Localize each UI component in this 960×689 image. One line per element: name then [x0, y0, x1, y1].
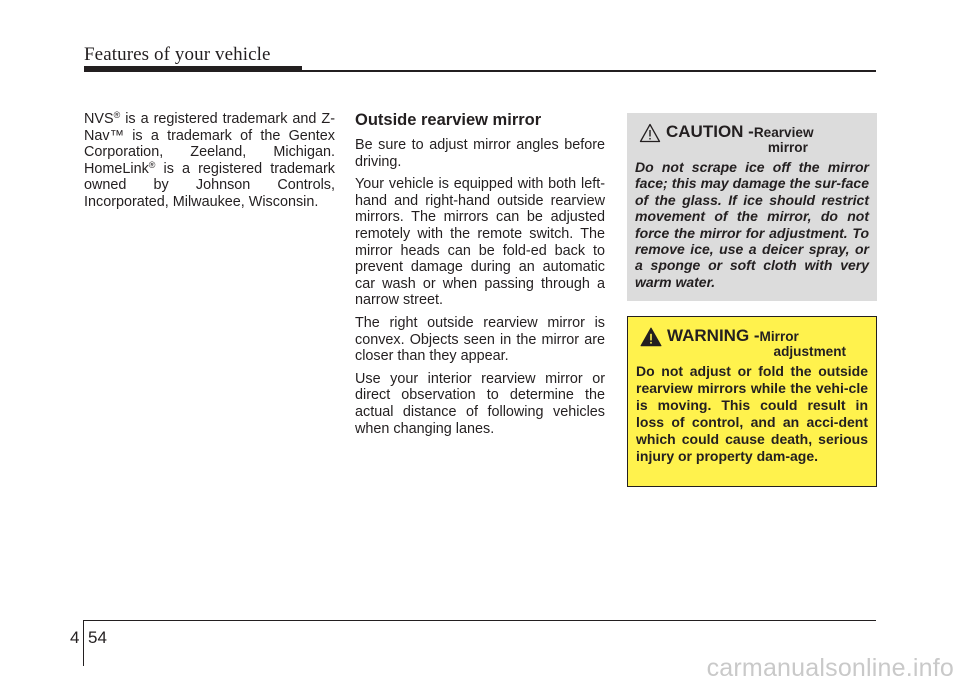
- warning-text: Do not adjust or fold the outside rearview mirrors while the vehi-cle is moving. This could result in loss of control, and an acci-dent which could cause death, serious injury or property dam-age.: [636, 363, 868, 464]
- header-rule-thin: [302, 70, 876, 72]
- outside-mirror-section: [355, 111, 605, 443]
- caution-subject-line: Rearview: [753, 125, 814, 140]
- warning-label: WARNING -: [667, 326, 760, 345]
- trademark-notice: [84, 111, 335, 217]
- caution-header: [635, 122, 869, 155]
- warning-subject-line: adjustment: [773, 344, 847, 359]
- watermark: carmanualsonline.info: [706, 654, 954, 682]
- caution-text: Do not scrape ice off the mirror face; this may damage the sur-face of the glass. If ice should restrict movement of the mirror, do not force the mirror for adjustment. To remove ice, use a deicer spray, or a sponge or soft cloth with very warm water.: [635, 159, 869, 290]
- warning-subject-line: Mirror: [759, 329, 799, 344]
- page-number: 54: [88, 628, 107, 647]
- trademark-text: NVS: [84, 111, 114, 127]
- registered-mark: ®: [148, 159, 156, 170]
- footer-divider: [83, 620, 84, 666]
- body-paragraph: The right outside rearview mirror is convex. Objects seen in the mirror are closer than they appear.: [355, 314, 605, 365]
- header-rule-thick: [84, 66, 302, 72]
- caution-subject-line: mirror: [767, 140, 808, 155]
- body-paragraph: Be sure to adjust mirror angles before driving.: [355, 137, 605, 170]
- warning-header: [636, 326, 868, 359]
- registered-mark: ®: [113, 110, 121, 120]
- warning-box: [627, 316, 877, 487]
- caution-label: CAUTION -: [666, 122, 754, 141]
- caution-subject: [754, 122, 814, 155]
- section-number: 4: [70, 628, 80, 647]
- trademark-text: is a registered trademark owned by Johnson Controls, Incorporated, Milwaukee, Wisconsin.: [84, 160, 335, 210]
- trademark-text: is a registered trademark and Z-Nav™ is a trademark of the Gentex Corporation, Zeeland, Michigan. HomeLink: [84, 111, 335, 177]
- footer-rule: [84, 620, 876, 621]
- section-title: Outside rearview mirror: [355, 111, 542, 129]
- warning-subject: [760, 326, 847, 359]
- page-header-title: Features of your vehicle: [84, 44, 271, 65]
- warning-triangle-outline-icon: [639, 123, 661, 143]
- caution-box: [627, 113, 877, 301]
- body-paragraph: Use your interior rearview mirror or direct observation to determine the actual distance of following vehicles when changing lanes.: [355, 370, 605, 437]
- warning-triangle-solid-icon: [640, 327, 662, 347]
- body-paragraph: Your vehicle is equipped with both left-hand and right-hand outside rearview mirrors. The mirrors can be adjusted remotely with the remote switch. The mirror heads can be fold-ed back to prevent damage during an automatic car wash or when passing through a narrow street.: [355, 176, 605, 309]
